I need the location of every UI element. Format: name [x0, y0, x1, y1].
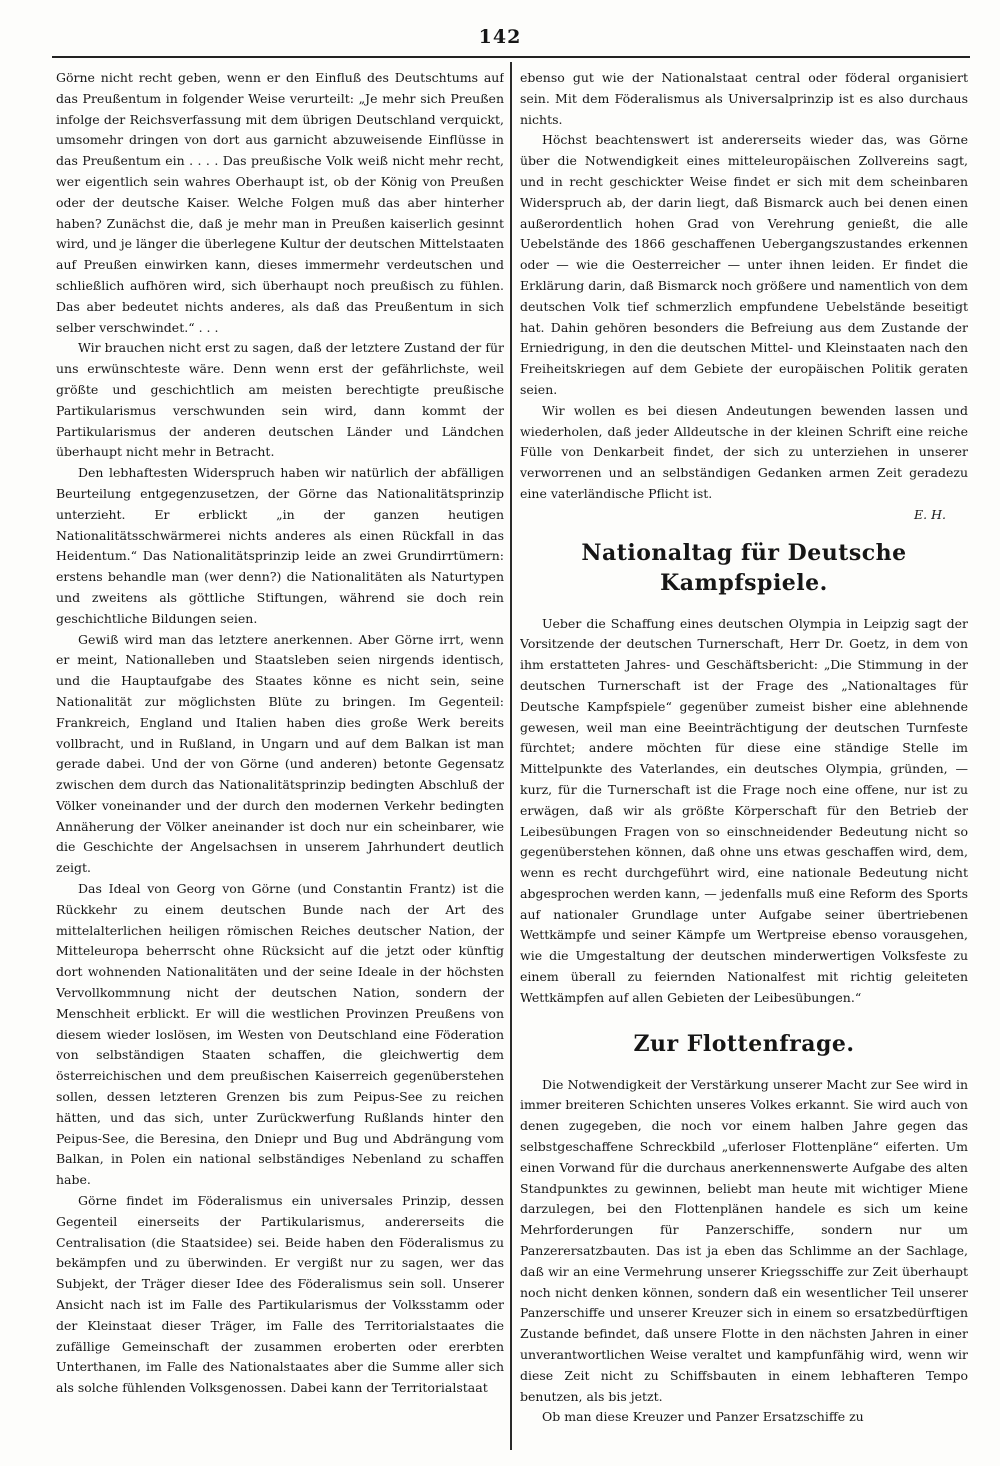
paragraph: Wir wollen es bei diesen Andeutungen bewenden lassen und wiederholen, daß jeder Alldeutsche in der kleinen Schrift eine reiche Fülle von Denkarbeit findet, der sich zu unterziehen in unserer verworrenen und an selbständigen Gedanken armen Zeit geradezu eine vaterländische Pflicht ist. [520, 402, 968, 501]
right-column [520, 68, 968, 1448]
paragraph: Wir brauchen nicht erst zu sagen, daß der letztere Zustand der für uns erwünschteste wäre. Denn wenn erst der gefährlichste, weil größte und geschichtlich am meisten berechtigte preußische Partikularismus verschwunden sein wird, dann kommt der Partikularismus der anderen deutschen Länder und Ländchen überhaupt nicht mehr in Betracht. [56, 340, 504, 460]
section-heading-kampfspiele: Nationaltag für Deutsche Kampfspiele. [581, 539, 907, 596]
paragraph: Ob man diese Kreuzer und Panzer Ersatzschiffe zu [542, 1409, 864, 1425]
paragraph: Das Ideal von Georg von Görne (und Constantin Frantz) ist die Rückkehr zu einem deutschen Bunde nach der Art des mittelalterlichen heiligen römischen Reiches deutscher Nation, der Mitteleuropa beherrscht ohne Rücksicht auf die jetzt oder künftig dort wohnenden Nationalitäten und der seine Ideale in der höchsten Vervollkommnung nicht der deutschen Nation, sondern der Menschheit erblickt. Er will die westlichen Provinzen Preußens von diesem wieder loslösen, im Westen von Deutschland eine Föderation von selbständigen Staaten schaffen, die gleichwertig dem österreichischen und dem preußischen Kaiserreich gegenüberstehen sollen, dessen letzteren Grenzen bis zum Peipus-See zu reichen hätten, und das sich, unter Zurückwerfung Rußlands hinter den Peipus-See, die Beresina, den Dniepr und Bug und Abdrängung vom Balkan, in Polen ein national selbständiges Nebenland zu schaffen habe. [56, 881, 504, 1188]
paragraph: Ueber die Schaffung eines deutschen Olympia in Leipzig sagt der Vorsitzende der deutschen Turnerschaft, Herr Dr. Goetz, in dem von ihm erstatteten Jahres- und Geschäftsbericht: „Die Stimmung in der deutschen Turnerschaft ist der Frage des „Nationaltages für Deutsche Kampfspiele“ gegenüber zumeist bisher eine ablehnende gewesen, weil man eine Beeinträchtigung der deutschen Turnfeste fürchtet; andere möchten für diese eine ständige Stelle im Mittelpunkte des Vaterlandes, ein deutsches Olympia, gründen, — kurz, für die Turnerschaft ist die Frage noch eine offene, nur ist zu erwägen, daß wir als größte Körperschaft für den Betrieb der Leibesübungen Fragen von so einschneidender Bedeutung nicht so gegenüberstehen können, daß ohne uns etwas geschaffen wird, dem, wenn es recht durchgeführt wird, eine nationale Bedeutung nicht abgesprochen werden kann, — jedenfalls muß eine Reform des Sports auf nationaler Grundlage unter Aufgabe seiner übertriebenen Wettkämpfe und seiner Kämpfe um Wertpreise ebenso vorausgehen, wie die Umgestaltung der deutschen minderwertigen Volksfeste zu einem überall zu feiernden Nationalfest mit richtig geleiteten Wettkämpfen auf allen Gebieten der Leibesübungen.“ [520, 615, 968, 1005]
left-column [56, 68, 504, 1448]
paragraph: Gewiß wird man das letztere anerkennen. Aber Görne irrt, wenn er meint, Nationalleben und Staatsleben seien nirgends identisch, und die Hauptaufgabe des Staates könne es nicht sein, seine Nationalität zur möglichsten Blüte zu bringen. Im Gegenteil: Frankreich, England und Italien haben dies große Werk bereits vollbracht, und in Rußland, in Ungarn und auf dem Balkan ist man gerade dabei. Und der von Görne (und anderen) betonte Gegensatz zwischen dem durch das Nationalitätsprinzip bedingten Abschluß der Völker voneinander und der durch den modernen Verkehr bedingten Annäherung der Völker aneinander ist doch nur ein scheinbarer, wie die Geschichte der Angelsachsen in unserem Jahrhundert deutlich zeigt. [56, 631, 504, 876]
column-divider [510, 62, 512, 1450]
header-rule [52, 56, 970, 58]
paragraph: Görne nicht recht geben, wenn er den Einfluß des Deutschtums auf das Preußentum in folgender Weise verurteilt: „Je mehr sich Preußen infolge der Reichsverfassung mit dem übrigen Deutschland verquickt, umsomehr dringen von dort aus garnicht abzuweisende Einflüsse in das Preußentum ein . . . . Das preußische Volk weiß nicht mehr recht, wer eigentlich sein wahres Oberhaupt ist, ob der König von Preußen oder der deutsche Kaiser. Welche Folgen muß das aber hinterher haben? Zunächst die, daß je mehr man in Preußen kaiserlich gesinnt wird, und je länger die überlegene Kultur der deutschen Mittelstaaten auf Preußen einwirken kann, dieses immermehr verdeutschen und schließlich aufhören wird, sich überhaupt noch preußisch zu fühlen. Das aber bedeutet nichts anderes, als daß das Preußentum in sich selber verschwindet.“ . . . [56, 70, 504, 335]
paragraph: ebenso gut wie der Nationalstaat central oder föderal organisiert sein. Mit dem Föderalismus als Universalprinzip ist es also durchaus nichts. [520, 70, 968, 127]
author-signature: E. H. [914, 506, 946, 522]
paragraph: Den lebhaftesten Widerspruch haben wir natürlich der abfälligen Beurteilung entgegenzusetzen, der Görne das Nationalitätsprinzip unterzieht. Er erblickt „in der ganzen heutigen Nationalitätsschwärmerei nichts anderes als einen Rückfall in das Heidentum.“ Das Nationalitätsprinzip leide an zwei Grundirrtümern: erstens behandle man (wer denn?) die Nationalitäten als Naturtypen und zweitens als göttliche Stiftungen, während sie doch rein geschichtliche Bildungen seien. [56, 465, 504, 626]
page-number: 142 [478, 26, 522, 48]
paragraph: Höchst beachtenswert ist andererseits wieder das, was Görne über die Notwendigkeit eines mitteleuropäischen Zollvereins sagt, und in recht geschickter Weise findet er sich mit dem scheinbaren Widerspruch ab, der darin liegt, daß Bismarck auch bei denen einen außerordentlich hohen Grad von Verehrung genießt, die alle Uebelstände des 1866 geschaffenen Uebergangszustandes erkennen oder — wie die Oesterreicher — unter ihnen leiden. Er findet die Erklärung darin, daß Bismarck noch größere und namentlich von dem deutschen Volk tief schmerzlich empfundene Uebelstände beseitigt hat. Dahin gehören besonders die Befreiung aus dem Zustande der Erniedrigung, in den die deutschen Mittel- und Kleinstaaten nach den Freiheitskriegen auf dem Gebiete der europäischen Politik geraten seien. [520, 132, 968, 397]
paragraph: Görne findet im Föderalismus ein universales Prinzip, dessen Gegenteil einerseits der Partikularismus, andererseits die Centralisation (die Staatsidee) sei. Beide haben den Föderalismus zu bekämpfen und zu überwinden. Er vergißt nur zu sagen, wer das Subjekt, der Träger dieser Idee des Föderalismus sein soll. Unserer Ansicht nach ist im Falle des Partikularismus der Volksstamm oder der Kleinstaat dieser Träger, im Falle des Territorialstaates die zufällige Gemeinschaft der zusammen eroberten oder ererbten Unterthanen, im Falle des Nationalstaates aber die Summe aller sich als solche fühlenden Volksgenossen. Dabei kann der Territorialstaat [56, 1193, 504, 1396]
paragraph: Die Notwendigkeit der Verstärkung unserer Macht zur See wird in immer breiteren Schichten unseres Volkes erkannt. Sie wird auch von denen zugegeben, die noch vor einem halben Jahre gegen das selbstgeschaffene Schreckbild „uferloser Flottenpläne“ eiferten. Um einen Vorwand für die durchaus anerkennenswerte Aufgabe des alten Standpunktes zu gewinnen, beliebt man heute mit wichtiger Miene darzulegen, bei den Flottenplänen handele es sich um keine Mehrforderungen für Panzerschiffe, sondern nur um Panzerersatzbauten. Das ist ja eben das Schlimme an der Sachlage, daß wir an eine Vermehrung unserer Kriegsschiffe zur Zeit überhaupt noch nicht denken können, sondern daß ein wesentlicher Teil unserer Panzerschiffe und unserer Kreuzer sich in einem so ersatzbedürftigen Zustande befindet, daß unsere Flotte in den nächsten Jahren in einer unverantwortlichen Weise veraltet und kampfunfähig wird, wenn wir diese Zeit nicht zu Schiffsbauten in einem lebhafteren Tempo benutzen, als bis jetzt. [520, 1076, 968, 1404]
section-heading-flottenfrage: Zur Flottenfrage. [633, 1030, 855, 1057]
